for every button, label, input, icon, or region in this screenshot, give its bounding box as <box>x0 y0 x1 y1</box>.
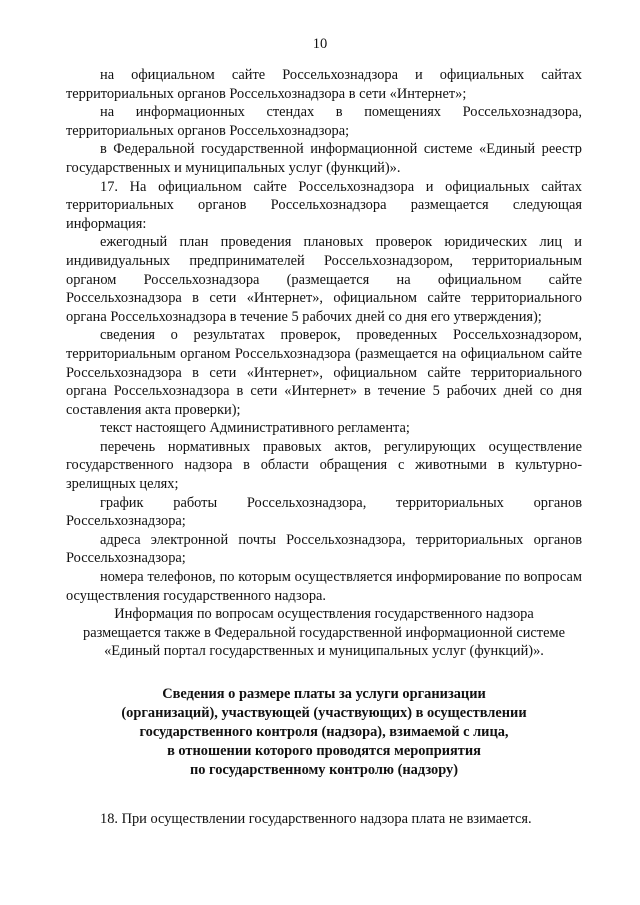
heading-line: в отношении которого проводятся мероприятия <box>167 743 481 759</box>
paragraph-info-stands: на информационных стендах в помещениях Россельхознадзора, территориальных органов Россельхознадзора; <box>66 104 582 139</box>
paragraph-federal-registry: в Федеральной государственной информационной системе «Единый реестр государственных и муниципальных услуг (функций)». <box>66 141 582 176</box>
centered-info-block <box>66 605 582 661</box>
paragraph-item-18: 18. При осуществлении государственного надзора плата не взимается. <box>100 811 532 827</box>
paragraph-phones: номера телефонов, по которым осуществляется информирование по вопросам осуществления государственного надзора. <box>66 569 582 604</box>
centered-line: размещается также в Федеральной государственной информационной системе <box>83 624 565 641</box>
page-number: 10 <box>312 36 328 52</box>
centered-line: Информация по вопросам осуществления государственного надзора <box>114 606 534 623</box>
document-body <box>66 66 582 829</box>
paragraph-annual-plan: ежегодный план проведения плановых проверок юридических лиц и индивидуальных предпринимателей Россельхознадзором, территориальным органом Россельхознадзора (размещается на официальном сайте Россельхознадзора в сети «Интернет», официальном сайте территориального органа Россельхознадзора в течение 5 рабочих дней со дня его утверждения); <box>66 234 582 325</box>
section-heading <box>66 685 582 780</box>
paragraph-schedule: график работы Россельхознадзора, территориальных органов Россельхознадзора; <box>66 494 582 530</box>
centered-line: «Единый портал государственных и муниципальных услуг (функций)». <box>104 643 544 660</box>
paragraph-regulation-text: текст настоящего Административного регламента; <box>100 420 410 437</box>
paragraph-email: адреса электронной почты Россельхознадзора, территориальных органов Россельхознадзора; <box>66 531 582 567</box>
paragraph-item-17: 17. На официальном сайте Россельхознадзора и официальных сайтах территориальных органов Россельхознадзора размещается следующая информация: <box>66 178 582 232</box>
heading-line: (организаций), участвующей (участвующих) в осуществлении <box>121 705 527 721</box>
heading-line: государственного контроля (надзора), взимаемой с лица, <box>139 724 509 740</box>
paragraph-official-site: на официальном сайте Россельхознадзора и официальных сайтах территориальных органов Россельхознадзора в сети «Интернет»; <box>66 67 582 102</box>
heading-line: Сведения о размере платы за услуги организации <box>162 686 486 702</box>
heading-line: по государственному контролю (надзору) <box>189 762 459 778</box>
paragraph-inspection-results: сведения о результатах проверок, проведенных Россельхознадзором, территориальным органом Россельхознадзора (размещается на официальном сайте Россельхознадзора в сети «Интернет», официальном сайте территориального органа Россельхознадзора в сети «Интернет» в течение 5 рабочих дней со дня составления акта проверки); <box>66 327 582 418</box>
paragraph-legal-acts: перечень нормативных правовых актов, регулирующих осуществление государственного надзора в области обращения с животными в культурно-зрелищных целях; <box>66 438 582 493</box>
